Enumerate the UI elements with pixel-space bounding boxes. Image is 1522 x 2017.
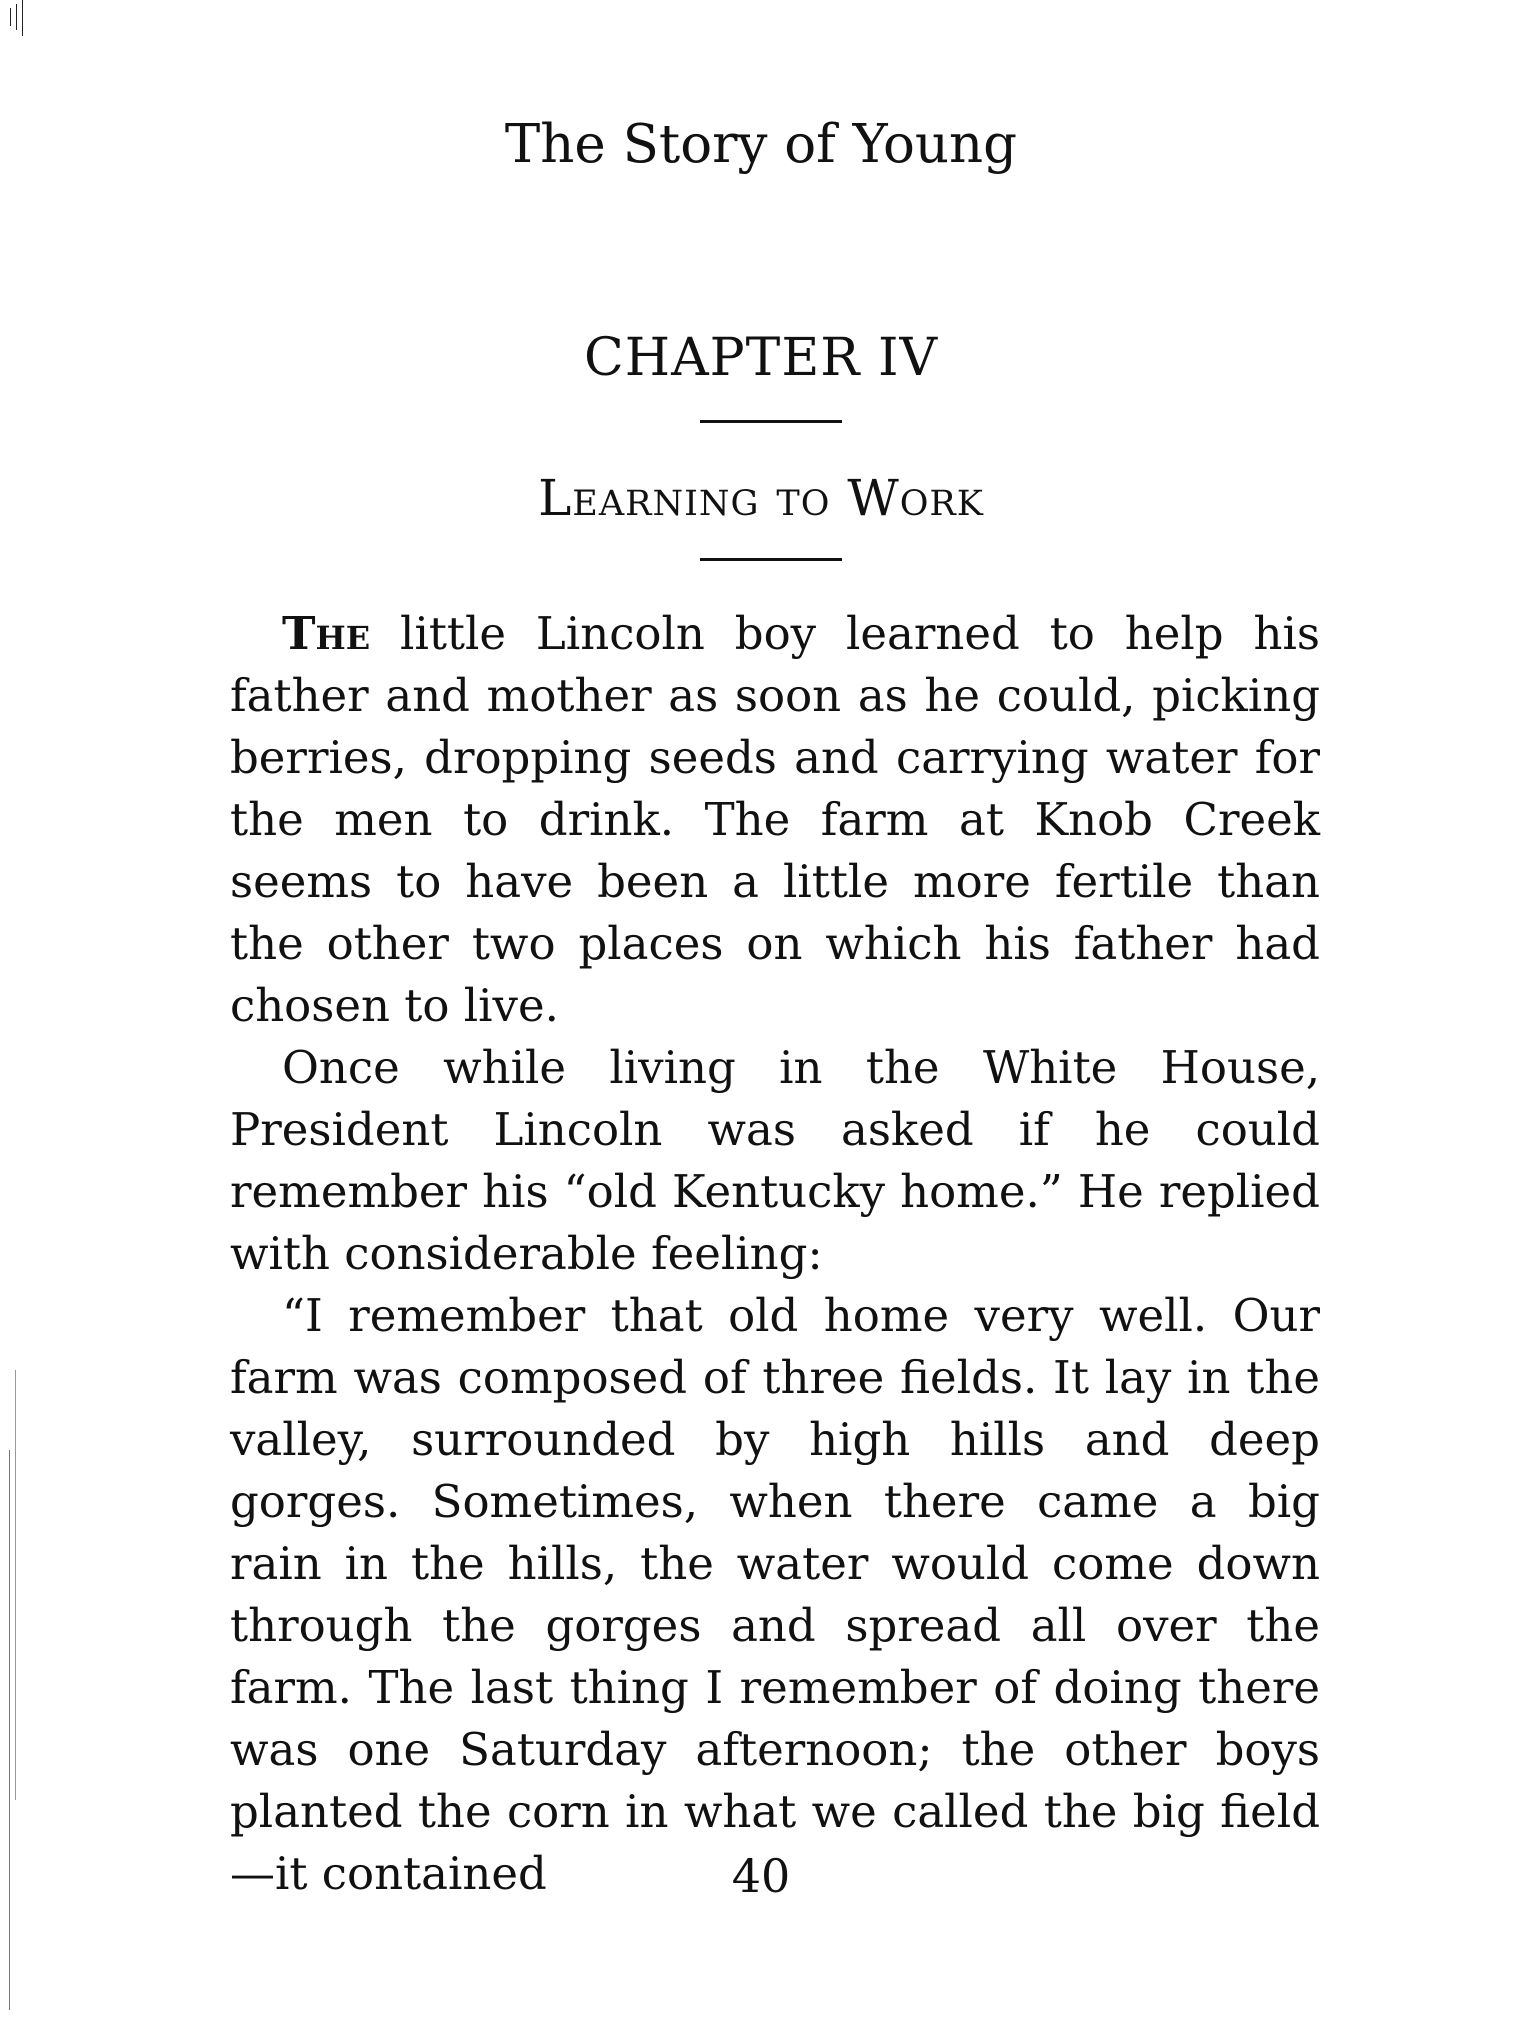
page-number: 40 xyxy=(731,1849,791,1903)
scan-margin-artifact xyxy=(8,0,26,2017)
subtitle-rule xyxy=(700,558,842,561)
paragraph-1 xyxy=(230,603,1320,1037)
chapter-title-rule xyxy=(700,420,842,423)
paragraph-lead-in: The xyxy=(282,607,371,660)
chapter-subtitle: Learning to Work xyxy=(538,469,984,527)
chapter-title: CHAPTER IV xyxy=(583,328,939,388)
paragraph-2: Once while living in the White House, President Lincoln was asked if he could remember his “old Kentucky home.” He replied with considerable feeling: xyxy=(230,1041,1320,1280)
paragraph-1-text: little Lincoln boy learned to help his father and mother as soon as he could, picking berries, dropping seeds and carrying water for the men to drink. The farm at Knob Creek seems to have been a little more fertile than the other two places on which his father had chosen to live. xyxy=(230,607,1320,1032)
running-head: The Story of Young xyxy=(504,114,1018,175)
chapter-body xyxy=(230,603,1320,1905)
paragraph-3: “I remember that old home very well. Our farm was composed of three fields. It lay in the valley, surrounded by high hills and deep gorges. Sometimes, when there came a big rain in the hills, the water would come down through the gorges and spread all over the farm. The last thing I remember of doing there was one Saturday afternoon; the other boys planted the corn in what we called the big field—it contained xyxy=(230,1289,1320,1900)
